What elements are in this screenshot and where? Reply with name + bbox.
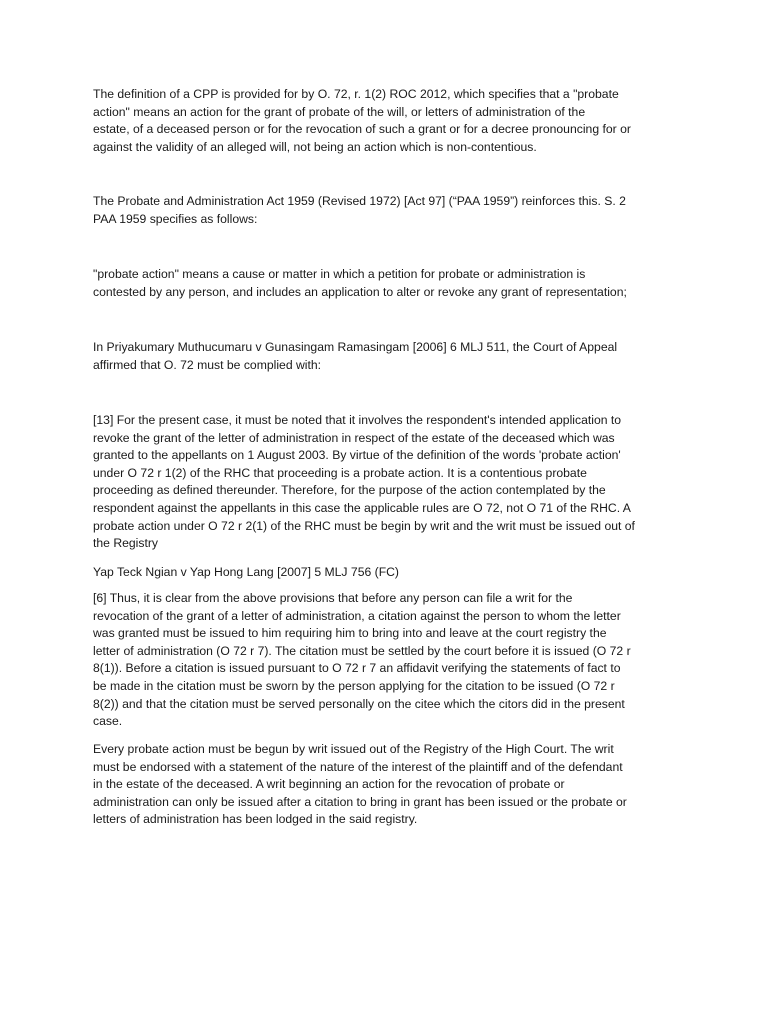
paragraph-case-excerpt-13: [13] For the present case, it must be noted that it involves the respondent's intended application to revoke the grant of the letter of administration in respect of the estate of the deceased which was granted to the appellants on 1 August 2003. By virtue of the definition of the words 'probate action' under O 72 r 1(2) of the RHC that proceeding is a probate action. It is a contentious probate proceeding as defined thereunder. Therefore, for the purpose of the action contemplated by the respondent against the appellants in this case the applicable rules are O 72, not O 71 of the RHC. A probate action under O 72 r 2(1) of the RHC must be begin by writ and the writ must be issued out of the Registry [93, 413, 635, 551]
paragraph-priyakumary-case: In Priyakumary Muthucumaru v Gunasingam Ramasingam [2006] 6 MLJ 511, the Court of Appeal affirmed that O. 72 must be complied with: [93, 340, 618, 372]
paragraph-case-excerpt-6: [6] Thus, it is clear from the above provisions that before any person can file a writ for the revocation of the grant of a letter of administration, a citation against the person to whom the letter was granted must be issued to him requiring him to bring into and leave at the court registry the letter of administration (O 72 r 7). The citation must be settled by the court before it is issued (O 72 r 8(1)). Before a citation is issued pursuant to O 72 r 7 an affidavit verifying the statements of fact to be made in the citation must be sworn by the person applying for the citation to be issued (O 72 r 8(2)) and that the citation must be served personally on the citee which the citors did in the present case. [93, 591, 631, 729]
paragraph-probate-writ: Every probate action must be begun by writ issued out of the Registry of the High Court. The writ must be endorsed with a statement of the nature of the interest of the plaintiff and of the defendant in the estate of the deceased. A writ beginning an action for the revocation of probate or administration can only be issued after a citation to bring in grant has been issued or the probate or letters of administration has been lodged in the said registry. [93, 742, 627, 827]
paragraph-paa-1959: The Probate and Administration Act 1959 (Revised 1972) [Act 97] (“PAA 1959”) reinforces this. S. 2 PAA 1959 specifies as follows: [93, 194, 626, 226]
paragraph-cpp-definition: The definition of a CPP is provided for by O. 72, r. 1(2) ROC 2012, which specifies that a "probate action" means an action for the grant of probate of the will, or letters of administration of the estate, of a deceased person or for the revocation of such a grant or for a decree pronouncing for or against the validity of an alleged will, not being an action which is non-contentious. [93, 87, 631, 154]
paragraph-yap-teck-ngian-citation: Yap Teck Ngian v Yap Hong Lang [2007] 5 MLJ 756 (FC) [93, 565, 399, 579]
paragraph-probate-action-quote: "probate action" means a cause or matter in which a petition for probate or administration is contested by any person, and includes an application to alter or revoke any grant of representation; [93, 267, 627, 299]
